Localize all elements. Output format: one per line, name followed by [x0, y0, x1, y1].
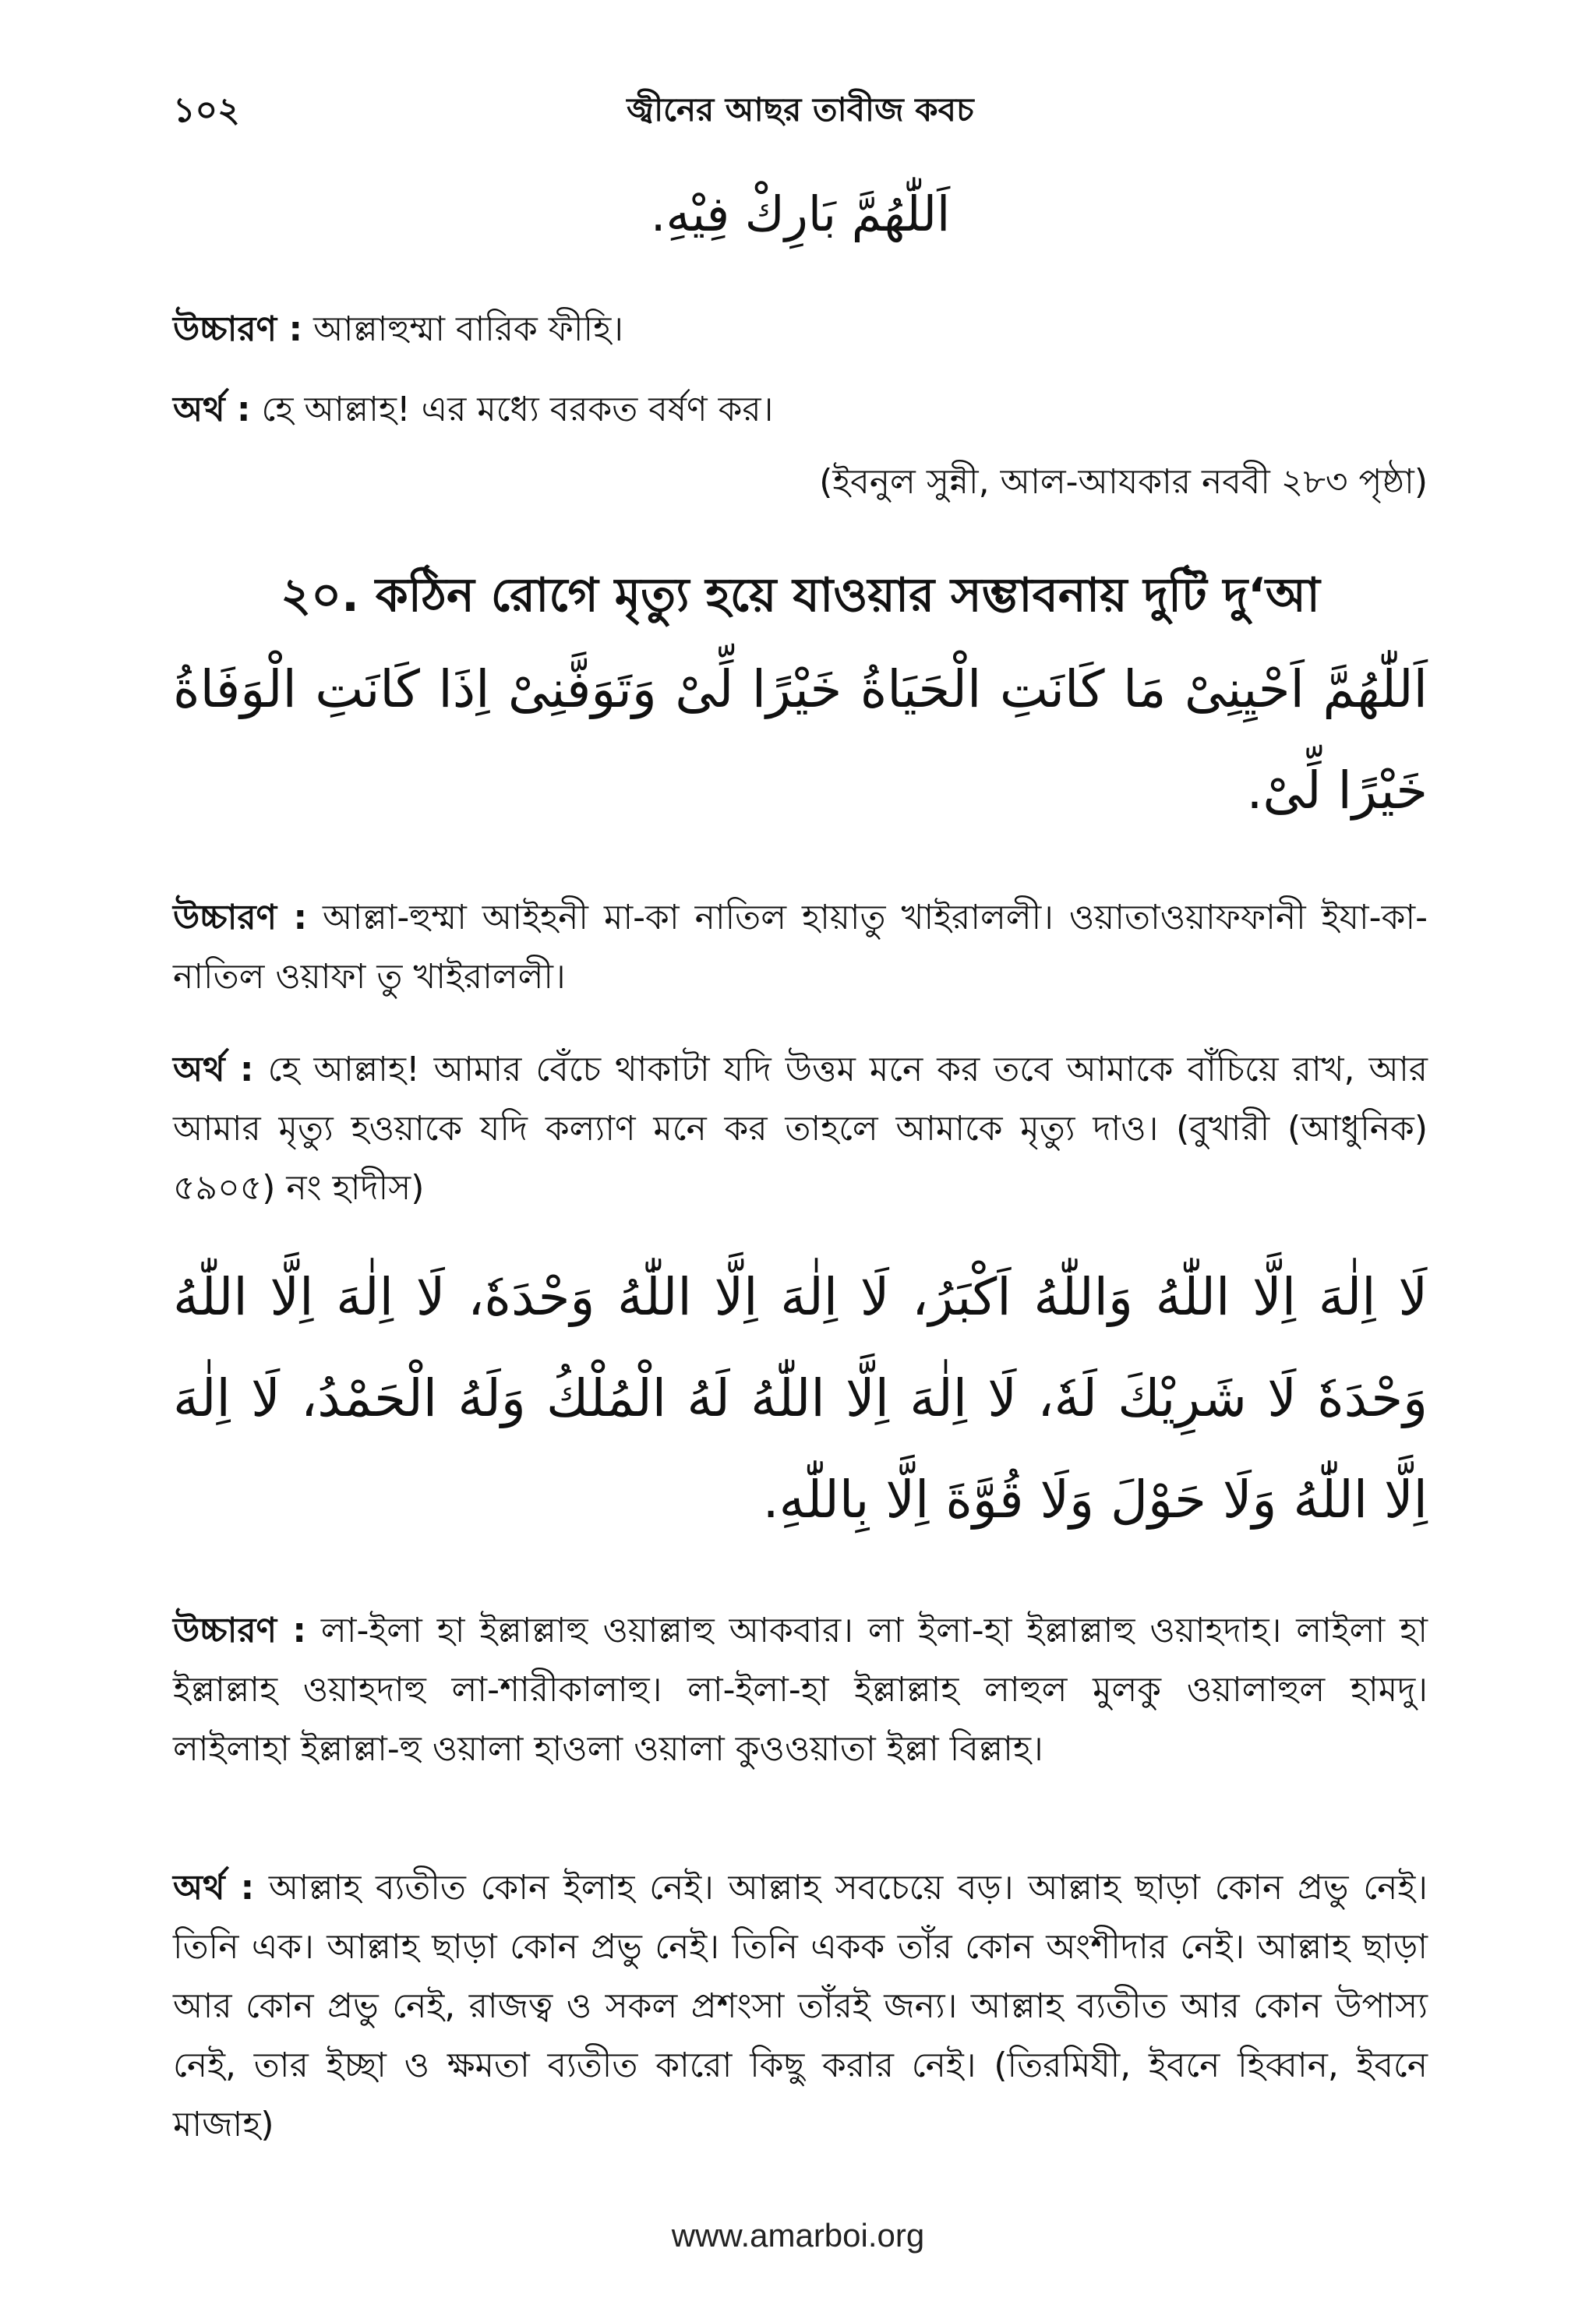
arabic-dua-1: اَللّٰهُمَّ بَارِكْ فِيْهِ. — [650, 185, 951, 242]
meaning-1 — [173, 380, 1428, 439]
meaning-3 — [173, 1858, 1428, 2155]
meaning-label-2: অর্থ : — [173, 1050, 254, 1089]
running-title: জ্বীনের আছর তাবীজ কবচ — [627, 90, 974, 129]
pronunciation-1 — [173, 300, 1428, 359]
pronunciation-text-1: আল্লাহুম্মা বারিক ফীহি। — [313, 309, 623, 349]
meaning-label-1: অর্থ : — [173, 390, 251, 429]
pronunciation-label-2: উচ্চারণ : — [173, 898, 308, 937]
reference-1: (ইবনুল সুন্নী, আল-আযকার নববী ২৮৩ পৃষ্ঠা) — [819, 462, 1428, 502]
pronunciation-3 — [173, 1601, 1428, 1779]
pronunciation-text-3: লা-ইলা হা ইল্লাল্লাহু ওয়াল্লাহু আকবার। লা ইলা-হা ইল্লাল্লাহু ওয়াহদাহ। লাইলা হা ইল্লাল্লাহ ওয়াহদাহু লা-শারীকালাহু। লা-ইলা-হা ইল্লাল্লাহ লাহুল মুলকু ওয়ালাহুল হামদু। লাইলাহা ইল্লাল্লা-হু ওয়ালা হাওলা ওয়ালা কুওওয়াতা ইল্লা বিল্লাহ। — [173, 1611, 1428, 1769]
meaning-text-2: হে আল্লাহ! আমার বেঁচে থাকাটা যদি উত্তম মনে কর তবে আমাকে বাঁচিয়ে রাখ, আর আমার মৃত্যু হওয়াকে যদি কল্যাণ মনে কর তাহলে আমাকে মৃত্যু দাও। (বুখারী (আধুনিক) ৫৯০৫) নং হাদীস) — [173, 1050, 1428, 1208]
arabic-dua-3: لَا اِلٰهَ اِلَّا اللّٰهُ وَاللّٰهُ اَكْبَرُ، لَا اِلٰهَ اِلَّا اللّٰهُ وَحْدَهٗ، لَا اِلٰهَ اِلَّا اللّٰهُ وَحْدَهٗ لَا شَرِيْكَ لَهٗ، لَا اِلٰهَ اِلَّا اللّٰهُ لَهُ الْمُلْكُ وَلَهُ الْحَمْدُ، لَا اِلٰهَ اِلَّا اللّٰهُ وَلَا حَوْلَ وَلَا قُوَّةَ اِلَّا بِاللّٰهِ. — [173, 1267, 1428, 1530]
pronunciation-2 — [173, 888, 1428, 1007]
website-footer: www.amarboi.org — [671, 2217, 925, 2254]
page-number: ১০২ — [173, 90, 240, 130]
meaning-text-1: হে আল্লাহ! এর মধ্যে বরকত বর্ষণ কর। — [261, 390, 774, 429]
section-title-20: ২০. কঠিন রোগে মৃত্যু হয়ে যাওয়ার সম্ভাবনায় দুটি দু‘আ — [281, 568, 1320, 623]
pronunciation-label-3: উচ্চারণ : — [173, 1611, 306, 1650]
pronunciation-text-2: আল্লা-হুম্মা আইহনী মা-কা নাতিল হায়াতু খাইরাললী। ওয়াতাওয়াফফানী ইযা-কা-নাতিল ওয়াফা তু খাইরাললী। — [173, 898, 1428, 997]
meaning-2 — [173, 1040, 1428, 1218]
meaning-label-3: অর্থ : — [173, 1868, 255, 1908]
meaning-text-3: আল্লাহ ব্যতীত কোন ইলাহ নেই। আল্লাহ সবচেয়ে বড়। আল্লাহ ছাড়া কোন প্রভু নেই। তিনি এক। আল্লাহ ছাড়া কোন প্রভু নেই। তিনি একক তাঁর কোন অংশীদার নেই। আল্লাহ ছাড়া আর কোন প্রভু নেই, রাজত্ব ও সকল প্রশংসা তাঁরই জন্য। আল্লাহ ব্যতীত আর কোন উপাস্য নেই, তার ইচ্ছা ও ক্ষমতা ব্যতীত কারো কিছু করার নেই। (তিরমিযী, ইবনে হিব্বান, ইবনে মাজাহ) — [173, 1868, 1428, 2144]
pronunciation-label-1: উচ্চারণ : — [173, 309, 303, 349]
arabic-dua-2: اَللّٰهُمَّ اَحْيِنِىْ مَا كَانَتِ الْحَيَاةُ خَيْرًا لِّىْ وَتَوَفَّنِىْ اِذَا كَانَتِ الْوَفَاةُ خَيْرًا لِّىْ. — [173, 659, 1428, 821]
page-header — [173, 84, 1428, 146]
